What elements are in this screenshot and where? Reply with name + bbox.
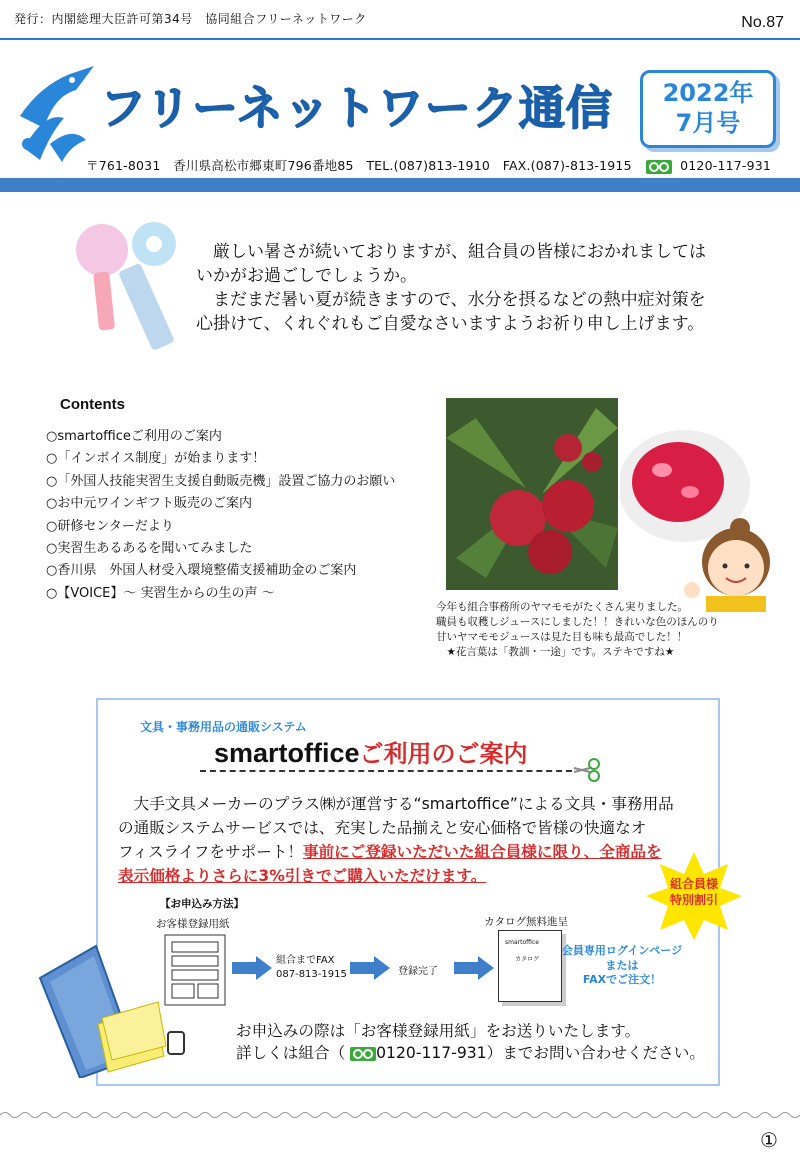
binder-and-sticky-notes-illustration	[36, 938, 196, 1078]
contents-item: ○香川県 外国人材受入環境整備支援補助金のご案内	[46, 563, 357, 579]
dotted-cut-line	[200, 770, 572, 772]
apply-method-heading: 【お申込み方法】	[160, 898, 244, 910]
contents-item: ○【VOICE】～ 実習生からの生の声 ～	[46, 585, 275, 601]
newsletter-title: フリーネットワーク通信	[100, 81, 613, 135]
photo-caption	[436, 600, 796, 660]
catalog-label: カタログ無料進呈	[484, 916, 568, 928]
greeting-line: 心掛けて、くれぐれもご自愛なさいますようお祈り申し上げます。	[196, 314, 705, 334]
discount-highlight: 表示価格よりさらに3%引き	[118, 867, 317, 885]
login-order-note	[560, 944, 684, 988]
login-line: FAXでご注文！	[582, 973, 662, 986]
smartoffice-subtitle: 文具・事務用品の通販システム	[140, 720, 307, 734]
badge-line: 組合員様	[669, 877, 718, 891]
contact-line	[86, 156, 771, 174]
contents-item: ○「インボイス制度」が始まります！	[46, 451, 266, 467]
address-text: 〒761-8031 香川県高松市郷東町796番地85 TEL.(087)813-1910 FAX.(087)-813-1915	[86, 158, 632, 173]
catalog-title: カタログ	[515, 956, 540, 963]
fax-number: 087-813-1915	[276, 969, 347, 980]
greeting-line: 厳しい暑さが続いておりますが、組合員の皆様におかれましては	[196, 242, 706, 262]
freedial-icon	[646, 160, 672, 174]
greeting-message	[196, 240, 756, 336]
contents-heading: Contents	[60, 396, 125, 413]
freedial-number: 0120-117-931	[680, 158, 772, 173]
description-line: の通販システムサービスでは、充実した品揃えと安心価格で皆様の快適なオ	[118, 819, 647, 837]
issue-month: 7月号	[675, 109, 741, 137]
inquiry-line: お申込みの際は「お客様登録用紙」をお送りいたします。	[236, 1022, 641, 1040]
caption-line: 今年も組合事務所のヤマモモがたくさん実りました。	[436, 601, 688, 613]
discount-highlight: 事前にご登録いただいた組合員様に限り、全商品を	[302, 843, 662, 861]
smartoffice-description	[118, 792, 704, 888]
issue-date-badge	[640, 70, 776, 148]
inquiry-line	[236, 1042, 706, 1064]
greeting-line: いかがお過ごしでしょうか。	[196, 266, 417, 286]
login-line: または	[605, 958, 639, 972]
freedial-number: 0120-117-931	[376, 1044, 487, 1062]
caption-line: 甘いヤマモモジュースは見た目も味も最高でした！！	[436, 631, 688, 643]
caption-line: 職員も収穫しジュースにしました！！きれいな色のほんのり	[436, 616, 719, 628]
contents-item: ○実習生あるあるを聞いてみました	[46, 541, 253, 557]
scissors-icon	[572, 758, 602, 782]
registration-done-label: 登録完了	[398, 966, 438, 977]
publisher-line: 発行：内閣総理大臣許可第34号 協同組合フリーネットワーク	[14, 12, 367, 26]
description-line	[118, 864, 704, 888]
inquiry-text: 詳しくは組合（	[236, 1044, 346, 1062]
freedial-icon	[350, 1047, 376, 1061]
contents-list	[46, 426, 436, 605]
contents-item: ○「外国人技能実習生支援自動販売機」設置ご協力のお願い	[46, 473, 396, 489]
catalog-icon	[498, 930, 562, 1002]
step-arrow-icon	[350, 956, 390, 980]
fax-step-label	[276, 954, 347, 982]
contents-item: ○お中元ワインギフト販売のご案内	[46, 496, 252, 512]
page-number: ①	[760, 1128, 778, 1152]
bayberry-photo	[446, 398, 618, 590]
header-band	[0, 178, 800, 192]
step-arrow-icon	[232, 956, 272, 980]
description-text: フィスライフをサポート！	[118, 843, 303, 861]
smiling-staff-illustration	[676, 516, 786, 612]
header-divider	[0, 38, 800, 40]
login-line: 会員専用ログインページ	[561, 944, 683, 957]
inquiry-text: ）までお問い合わせください。	[486, 1044, 705, 1062]
badge-line: 特別割引	[669, 893, 718, 907]
wavy-divider	[0, 1110, 800, 1120]
catalog-brand: smartoffice	[505, 939, 539, 946]
inquiry-note	[236, 1020, 706, 1064]
logo-icon	[10, 56, 102, 166]
issue-number: No.87	[741, 14, 784, 31]
smartoffice-title-jp: ご利用のご案内	[359, 740, 528, 768]
smartoffice-title	[214, 734, 528, 769]
discount-highlight-rest: でご購入いただけます。	[316, 867, 487, 885]
description-line	[118, 840, 704, 864]
smartoffice-brand: smartoffice	[214, 738, 360, 768]
fax-step-text: 組合までFAX	[276, 955, 335, 966]
uchiwa-fan-icon	[70, 220, 190, 350]
step-arrow-icon	[454, 956, 494, 980]
member-discount-label	[646, 876, 742, 908]
issue-year: 2022年	[662, 79, 754, 107]
greeting-line: まだまだ暑い夏が続きますので、水分を摂るなどの熱中症対策を	[196, 290, 706, 310]
registration-form-label: お客様登録用紙	[156, 918, 230, 930]
contents-item: ○smartofficeご利用のご案内	[46, 429, 222, 444]
description-line: 大手文具メーカーのプラス㈱が運営する“smartoffice”による文具・事務用品	[118, 795, 674, 813]
contents-item: ○研修センターだより	[46, 518, 174, 534]
caption-line: ★花言葉は「教訓・一途」です。ステキですね★	[436, 646, 675, 658]
